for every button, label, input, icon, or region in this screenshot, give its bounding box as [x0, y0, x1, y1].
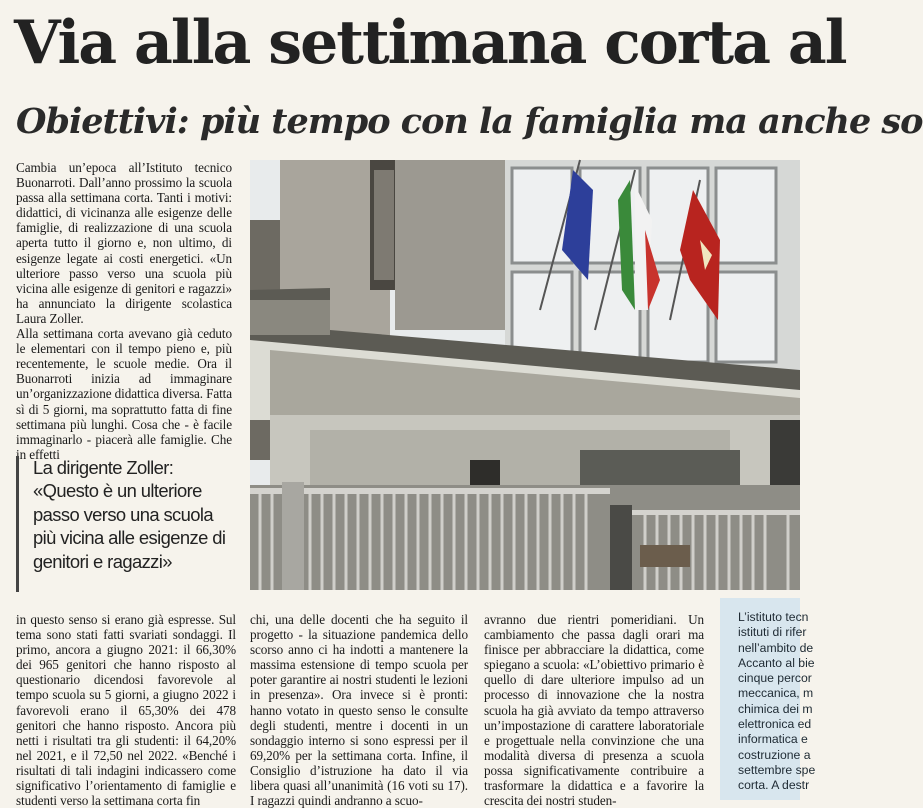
sidebar-line: settembre spe — [738, 762, 816, 777]
sidebar-line: cinque percor — [738, 671, 812, 686]
article-column-1 — [16, 160, 232, 462]
article-column-4 — [484, 612, 704, 808]
sidebar-line: chimica dei m — [738, 701, 813, 716]
info-sidebar — [720, 598, 816, 800]
sidebar-line: meccanica, m — [738, 686, 814, 701]
sidebar-line: corta. A destr — [738, 778, 810, 793]
headline: Via alla settimana corta al — [14, 8, 846, 78]
school-building-photo — [250, 160, 800, 590]
sidebar-line: nell’ambito de — [738, 640, 814, 655]
sidebar-line: informatica e — [738, 732, 808, 747]
sidebar-line: Accanto al bie — [738, 655, 815, 670]
article-column-3 — [250, 612, 468, 808]
paragraph: in questo senso si erano già espresse. Sul tema sono stati fatti svariati sondaggi. Il primo, ancora a giugno 2021: il 66,30% dei 965 genitori che hanno risposto al questionario dicendosi favorevole al tempo scuola su 5 giorni, a giugno 2022 i favorevoli erano il 65,30% dei 478 genitori che hanno risposto. Ancora più netti i risultati tra gli studenti: il 64,20% nel 2021, e il 72,50 nel 2022. «Benché i risultati di tali indagini indicassero come significativo l’orientamento di famiglie e studenti verso la settimana corta fin — [16, 612, 236, 808]
pull-quote: La dirigente Zoller: «Questo è un ulteriore passo verso una scuola più vicina alle esigenze di genitori e ragazzi» — [16, 456, 236, 592]
paragraph: avranno due rientri pomeridiani. Un cambiamento che passa dagli orari ma finisce per abbracciare la didattica, come spiegano a scuola: «L’obiettivo primario è quello di dare ulteriore impulso ad un processo di innovazione che la nostra scuola ha già avviato da tempo attraverso un’impostazione di carattere laboratoriale e progettuale nella convinzione che una modalità diversa di presenza a scuola possa significativamente contribuire a trasformare la didattica e a favorire la crescita dei nostri studen- — [484, 612, 704, 808]
subheadline: Obiettivi: più tempo con la famiglia ma anche so — [16, 101, 923, 142]
sidebar-line: istituti di rifer — [738, 625, 807, 640]
building-illustration — [250, 160, 800, 590]
sidebar-line: L’istituto tecn — [738, 610, 809, 624]
paragraph: Alla settimana corta avevano già ceduto le elementari con il tempo pieno e, più recentemente, le scuole medie. Ora il Buonarroti inizia ad immaginare un’organizzazione didattica diversa. Fatta sì di 5 giorni, ma soprattutto fatta di fine settimana più lunghi. Cosa che - è facile immaginarlo - piacerà alle famiglie. Che in effetti — [16, 326, 232, 462]
sidebar-line: elettronica ed — [738, 717, 812, 732]
paragraph: chi, una delle docenti che ha seguito il progetto - la situazione pandemica dello scorso anno ci ha indotti a mantenere la massima estensione di tempo scuola per poter garantire ai nostri studenti le lezioni in presenza». Ora invece si è pronti: hanno votato in questo senso le consulte degli studenti, mentre i docenti in un sondaggio interno si sono espressi per il 69,20% per la settimana corta. Infine, il Consiglio d’istruzione ha dato il via libera quasi all’unanimità (16 voti su 17). I ragazzi quindi andranno a scuo- — [250, 612, 468, 808]
paragraph: Cambia un’epoca all’Istituto tecnico Buonarroti. Dall’anno prossimo la scuola passa alla settimana corta. Tanti i motivi: didattici, di vicinanza alle esigenze delle famiglie, di realizzazione di una scuola aperta tutto il giorno e, non ultimo, di esigenze legate ai costi energetici. «Un ulteriore passo verso una scuola più vicina alle esigenze di genitori e ragazzi» ha annunciato la dirigente scolastica Laura Zoller. — [16, 160, 232, 326]
article-column-2 — [16, 612, 236, 808]
sidebar-line: costruzione a — [738, 747, 811, 762]
